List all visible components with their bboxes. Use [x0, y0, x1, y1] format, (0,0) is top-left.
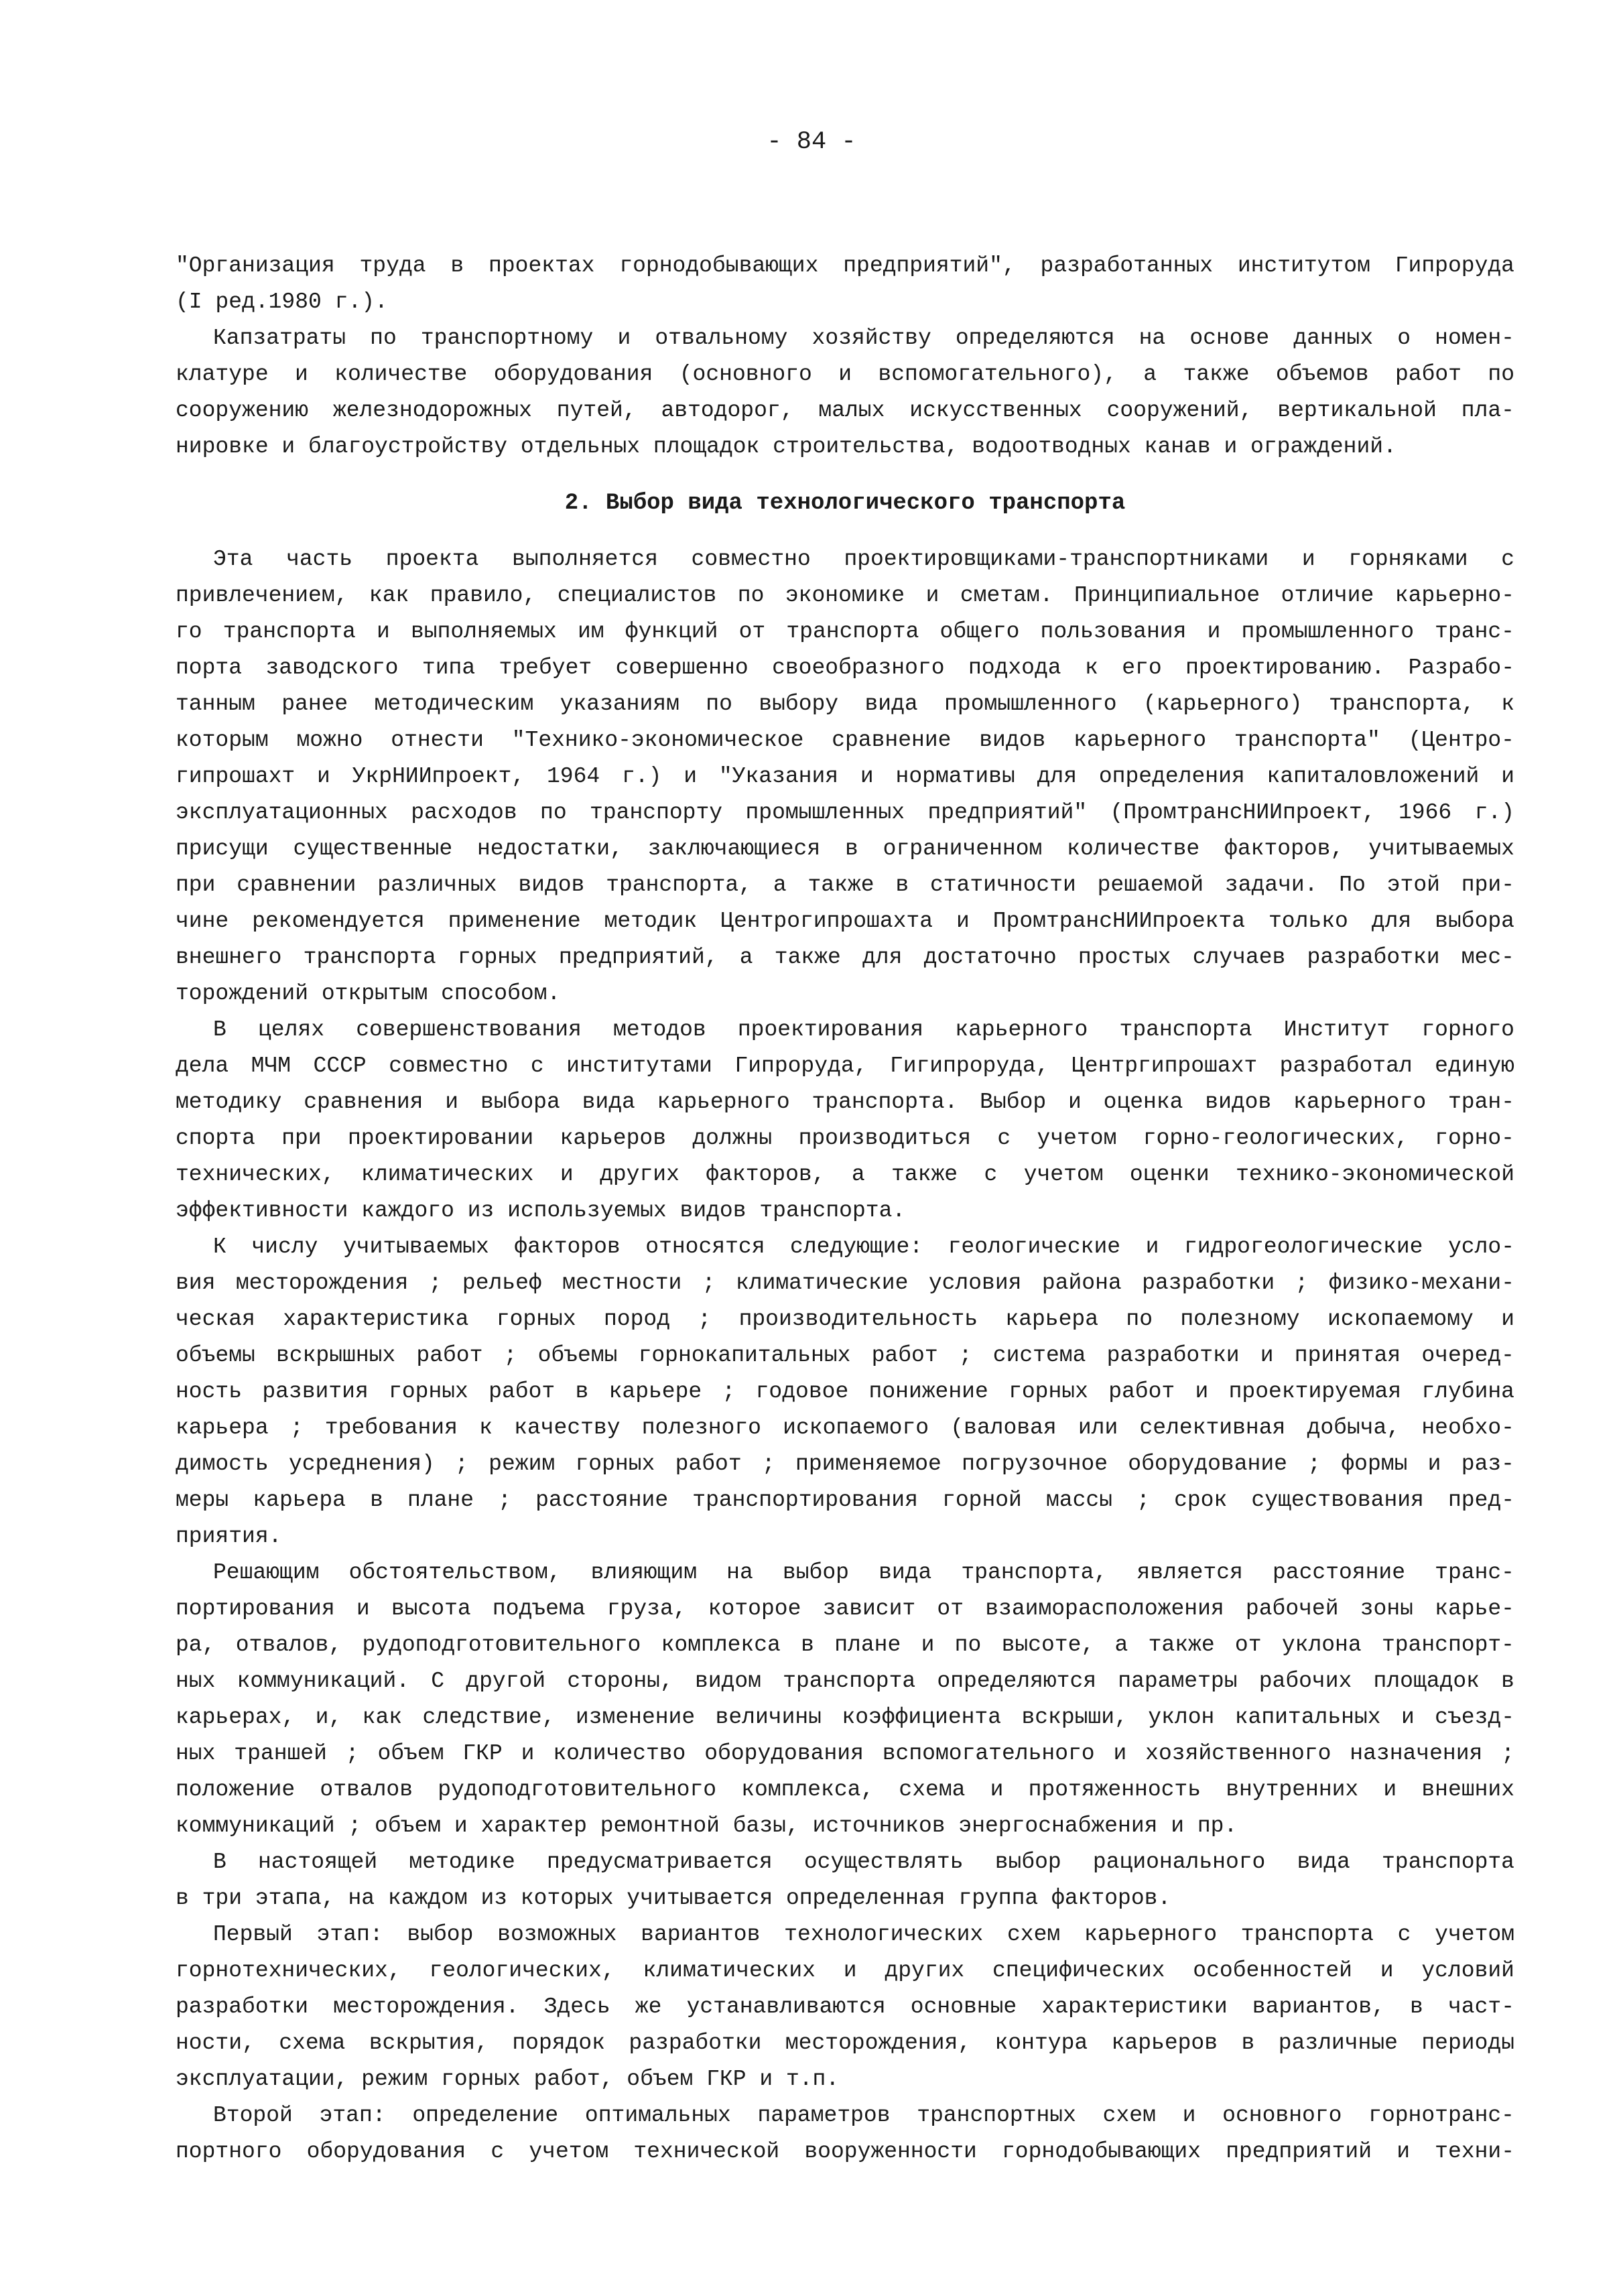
text-line: клатуре и количестве оборудования (основного и вспомогательного), а также объемов работ по	[176, 362, 1514, 387]
text-line: технических, климатических и других факторов, а также с учетом оценки технико-экономической	[176, 1162, 1514, 1187]
text-line: "Организация труда в проектах горнодобывающих предприятий", разработанных институтом Гипроруда	[176, 253, 1514, 278]
text-line: коммуникаций ; объем и характер ремонтной базы, источников энергоснабжения и пр.	[176, 1813, 1238, 1838]
capex-paragraph	[176, 320, 1514, 465]
text-line: порта заводского типа требует совершенно своеобразного подхода к его проектированию. Разрабо-	[176, 655, 1514, 680]
text-line: в три этапа, на каждом из которых учитывается определенная группа факторов.	[176, 1886, 1171, 1911]
text-line: горнотехнических, геологических, климатических и других специфических особенностей и условий	[176, 1958, 1514, 1983]
text-line: приятия.	[176, 1524, 282, 1549]
text-line: разработки месторождения. Здесь же устанавливаются основные характеристики вариантов, в част-	[176, 1994, 1514, 2019]
text-line: Капзатраты по транспортному и отвальному хозяйству определяются на основе данных о номен-	[213, 326, 1514, 350]
text-line: (I ред.1980 г.).	[176, 290, 388, 314]
text-line: карьерах, и, как следствие, изменение величины коэффициента вскрыши, уклон капитальных и съезд-	[176, 1705, 1514, 1730]
text-line: В целях совершенствования методов проектирования карьерного транспорта Институт горного	[213, 1017, 1514, 1042]
text-line: чине рекомендуется применение методик Центрогипрошахта и ПромтрансНИИпроекта только для выбора	[176, 909, 1514, 934]
text-line: объемы вскрышных работ ; объемы горнокапитальных работ ; система разработки и принятая очеред-	[176, 1343, 1514, 1368]
paragraph-7	[176, 2098, 1514, 2170]
text-line: Эта часть проекта выполняется совместно проектировщиками-транспортниками и горняками с	[213, 547, 1514, 572]
paragraph-4	[176, 1555, 1514, 1844]
paragraph-1	[176, 541, 1514, 1012]
text-line: портного оборудования с учетом технической вооруженности горнодобывающих предприятий и техни-	[176, 2139, 1514, 2164]
text-line: эксплуатационных расходов по транспорту промышленных предприятий" (ПромтрансНИИпроект, 1966 г.)	[176, 800, 1514, 825]
text-line: вия месторождения ; рельеф местности ; климатические условия района разработки ; физико-механи-	[176, 1271, 1514, 1295]
text-line: К числу учитываемых факторов относятся следующие: геологические и гидрогеологические усло-	[213, 1234, 1514, 1259]
text-line: ра, отвалов, рудоподготовительного комплекса в плане и по высоте, а также от уклона транспорт-	[176, 1633, 1514, 1657]
text-line: портирования и высота подъема груза, которое зависит от взаиморасположения рабочей зоны карье-	[176, 1596, 1514, 1621]
text-line: эксплуатации, режим горных работ, объем ГКР и т.п.	[176, 2067, 840, 2092]
text-line: ных коммуникаций. С другой стороны, видом транспорта определяются параметры рабочих площадок в	[176, 1669, 1514, 1694]
paragraph-2	[176, 1012, 1514, 1229]
document-body	[176, 248, 1514, 2170]
text-line: Решающим обстоятельством, влияющим на выбор вида транспорта, является расстояние транс-	[213, 1560, 1514, 1585]
text-line: В настоящей методике предусматривается осуществлять выбор рационального вида транспорта	[213, 1850, 1514, 1874]
text-line: Первый этап: выбор возможных вариантов технологических схем карьерного транспорта с учетом	[213, 1922, 1514, 1947]
text-line: карьера ; требования к качеству полезного ископаемого (валовая или селективная добыча, необхо-	[176, 1415, 1514, 1440]
text-line: ных траншей ; объем ГКР и количество оборудования вспомогательного и хозяйственного назначения ;	[176, 1741, 1514, 1766]
text-line: привлечением, как правило, специалистов по экономике и сметам. Принципиальное отличие карьерно-	[176, 583, 1514, 608]
text-line: положение отвалов рудоподготовительного комплекса, схема и протяженность внутренних и внешних	[176, 1777, 1514, 1802]
text-line: димость усреднения) ; режим горных работ ; применяемое погрузочное оборудование ; формы и раз-	[176, 1452, 1514, 1476]
text-line: ность развития горных работ в карьере ; годовое понижение горных работ и проектируемая глубина	[176, 1379, 1514, 1404]
paragraph-5	[176, 1844, 1514, 1917]
page-number: - 84 -	[767, 128, 856, 156]
text-line: Второй этап: определение оптимальных параметров транспортных схем и основного горнотранс-	[213, 2103, 1514, 2128]
text-line: дела МЧМ СССР совместно с институтами Гипроруда, Гигипроруда, Центргипрошахт разработал единую	[176, 1054, 1514, 1078]
text-line: меры карьера в плане ; расстояние транспортирования горной массы ; срок существования пред-	[176, 1488, 1514, 1513]
text-line: спорта при проектировании карьеров должны производиться с учетом горно-геологических, горно-	[176, 1126, 1514, 1151]
text-line: нировке и благоустройству отдельных площадок строительства, водоотводных канав и ограждений.	[176, 434, 1397, 459]
text-line: торождений открытым способом.	[176, 981, 561, 1006]
text-line: внешнего транспорта горных предприятий, а также для достаточно простых случаев разработки мес-	[176, 945, 1514, 970]
text-line: присущи существенные недостатки, заключающиеся в ограниченном количестве факторов, учитываемых	[176, 836, 1514, 861]
section-heading: 2. Выбор вида технологического транспорта	[564, 491, 1126, 516]
paragraph-3	[176, 1229, 1514, 1555]
text-line: гипрошахт и УкрНИИпроект, 1964 г.) и "Указания и нормативы для определения капиталовложений и	[176, 764, 1514, 789]
text-line: которым можно отнести "Технико-экономическое сравнение видов карьерного транспорта" (Центро-	[176, 728, 1514, 753]
paragraph-6	[176, 1917, 1514, 2098]
text-line: ческая характеристика горных пород ; производительность карьера по полезному ископаемому и	[176, 1307, 1514, 1332]
text-line: танным ранее методическим указаниям по выбору вида промышленного (карьерного) транспорта, к	[176, 692, 1514, 716]
text-line: сооружению железнодорожных путей, автодорог, малых искусственных сооружений, вертикальной пла-	[176, 398, 1514, 423]
text-line: ности, схема вскрытия, порядок разработки месторождения, контура карьеров в различные периоды	[176, 2031, 1514, 2055]
text-line: при сравнении различных видов транспорта, а также в статичности решаемой задачи. По этой при-	[176, 873, 1514, 897]
text-line: эффективности каждого из используемых видов транспорта.	[176, 1198, 906, 1223]
intro-paragraph	[176, 248, 1514, 320]
text-line: методику сравнения и выбора вида карьерного транспорта. Выбор и оценка видов карьерного тран-	[176, 1090, 1514, 1114]
text-line: го транспорта и выполняемых им функций от транспорта общего пользования и промышленного транс-	[176, 619, 1514, 644]
